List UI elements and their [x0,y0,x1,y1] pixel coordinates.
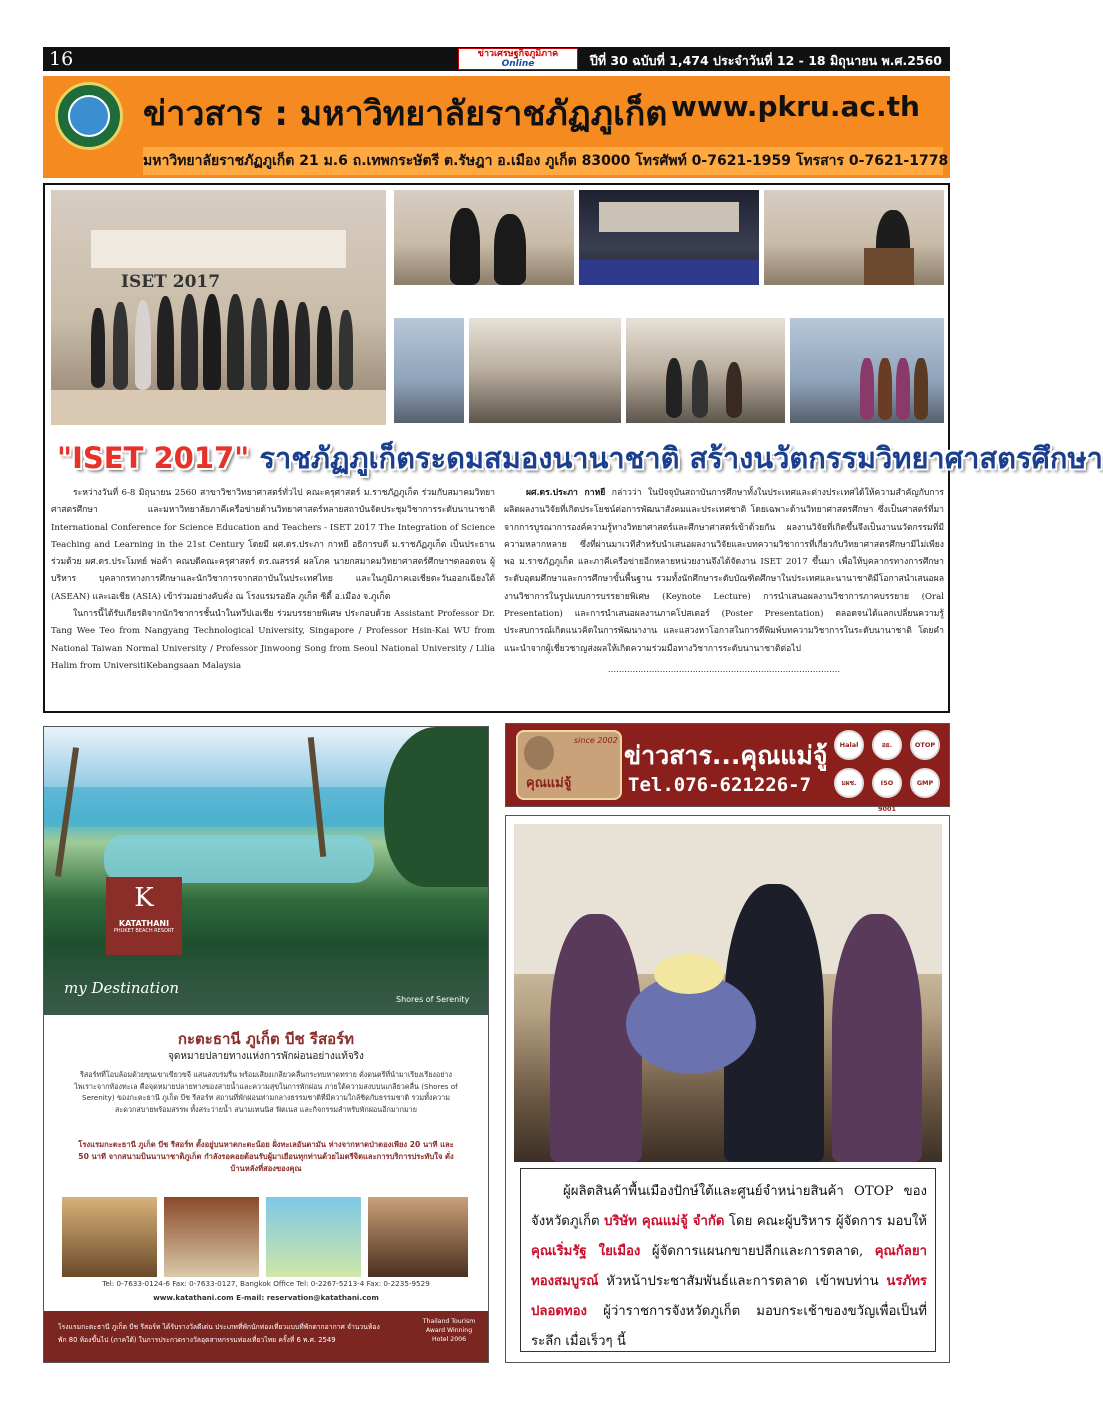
hotel-award-footer: โรงแรมกะตะธานี ภูเก็ต บีช รีสอร์ท ได้รับรางวัลดีเด่น ประเภทที่พักนักท่องเที่ยวแบบที่พักตากอากาศ จำนวนห้องพัก 80 ห้องขึ้นไป (ภาคใต้) ในการประกวดรางวัลอุตสาหกรรมท่องเที่ยวไทย ครั้งที่ 6 พ.ศ. 2549 Thailand Tourism Award Winning Hotel 2006 [44,1311,488,1362]
kmj-caption-box [520,1168,936,1352]
photo-3 [579,190,759,285]
gmp-badge-icon: GMP [910,768,940,798]
left-paragraph-1: ระหว่างวันที่ 6-8 มิถุนายน 2560 สาขาวิชาวิทยาศาสตร์ทั่วไป คณะครุศาสตร์ ม.ราชภัฏภูเก็ต ร่วมกับสมาคมวิทยาศาสตรศึกษา และมหาวิทยาลัยภาคีเครือข่ายด้านวิทยาศาสตร์หลายสถาบันจัดประชุมวิชาการระดับนานาชาติ International Conference for Science Education and Teachers - ISET 2017 The Integration of Science Teaching and Learning in the 21st Century โดยมี ผศ.ดร.ประภา กาหยี อธิการบดี ม.ราชภัฏภูเก็ต เป็นประธาน ร่วมด้วย ผศ.ดร.ประโมทย์ พ่อค้า คณบดีคณะครุศาสตร์ ดร.ณสรรค์ ผลโภค นายกสมาคมวิทยาศาสตร์ศึกษาฯตลอดจน ผู้บริหาร บุคลากรทางการศึกษาและนักวิชาการจากสถาบันในประเทศไทย และในภูมิภาคเอเชียตะวันออกเฉียงใต้ (ASEAN) และเอเชีย (ASIA) เข้าร่วมอย่างคับคั่ง ณ โรงแรมรอยัล ภูเก็ต ซิตี้ อ.เมือง จ.ภูเก็ต [51,488,495,602]
photo-2 [394,190,574,285]
hotel-thumb-1 [62,1197,157,1277]
ad-script-text: my Destination [64,979,180,997]
issue-info: ปีที่ 30 ฉบับที่ 1,474 ประจำวันที่ 12 - 18 มิถุนายน พ.ศ.2560 [589,53,942,68]
university-emblem-icon [55,82,123,150]
header-title: ข่าวสาร : มหาวิทยาลัยราชภัฏภูเก็ต [143,94,668,134]
header-address: มหาวิทยาลัยราชภัฏภูเก็ต 21 ม.6 ถ.เทพกระษัตรี ต.รัษฎา อ.เมือง ภูเก็ต 83000 โทรศัพท์ 0-7621-1959 โทรสาร 0-7621-1778 [143,153,949,169]
kmj-banner [505,723,950,813]
article-end-dots: ..................................................................................... [607,664,841,675]
halal-badge-icon: Halal [834,730,864,760]
university-header [43,76,950,178]
hotel-thumb-4 [368,1197,468,1277]
photo-8 [790,318,944,423]
otop-badge-icon: OTOP [910,730,940,760]
right-paragraph-speaker: ผศ.ดร.ประภา กาหยี [526,488,606,498]
top-bar [43,47,950,71]
katathani-ad [43,726,489,1363]
page-number: 16 [49,48,74,70]
hotel-thumb-3 [266,1197,361,1277]
hotel-tagline: จุดหมายปลายทางแห่งการพักผ่อนอย่างแท้จริง [168,1051,364,1062]
hotel-web[interactable]: www.katathani.com E-mail: reservation@katathani.com [153,1293,379,1302]
community-standard-badge-icon: มผช. [834,768,864,798]
left-paragraph-2: ในการนี้ได้รับเกียรติจากนักวิชาการชั้นนำในทวีปเอเชีย ร่วมบรรยายพิเศษ ประกอบด้วย Assistant Professor Dr. Tang Wee Teo from Nangyang Technological University, Singapore / Professor Hsin-Kai WU from National Taiwan Normal University / Professor Jinwoong Song from Seoul National University / Lilia Halim from UniversitiKebangsaan Malaysia [51,609,495,671]
photo-4 [764,190,944,285]
hotel-contact: Tel: 0-7633-0124-6 Fax: 0-7633-0127, Bangkok Office Tel: 0-2267-5213-4 Fax: 0-2235-9529 [102,1279,430,1288]
newspaper-logo: ข่าวเศรษฐกิจภูมิภาค Online [458,48,578,70]
kmj-title: ข่าวสาร...คุณแม่จู้ [624,741,828,770]
kmj-news [505,815,950,1363]
kmj-logo: since 2002 คุณแม่จู้ [516,730,622,800]
article-headline: "ISET 2017" ราชภัฏภูเก็ตระดมสมองนานาชาติ สร้างนวัตกรรมวิทยาศาสตรศึกษา [57,441,1103,475]
header-address-band [143,147,949,175]
iset-article [43,183,1103,713]
photo-6 [469,318,621,423]
hotel-thumb-2 [164,1197,259,1277]
gift-basket-photo [514,824,942,1162]
kmj-caption: ผู้ผลิตสินค้าพื้นเมืองปักษ์ใต้และศูนย์จำหน่ายสินค้า OTOP ของจังหวัดภูเก็ต บริษัท คุณแม่จู้ จำกัด โดย คณะผู้บริหาร ผู้จัดการ มอบให้ คุณเริ่มรัฐ ใยเมือง ผู้จัดการแผนกขายปลีกและการตลาด, คุณกัลยา ทองสมบูรณ์ หัวหน้าประชาสัมพันธ์และการตลาด เข้าพบท่าน นรภัทร ปลอดทอง ผู้ว่าราชการจังหวัดภูเก็ต มอบกระเช้าของขวัญเพื่อเป็นที่ระลึก เมื่อเร็วๆ นี้ [531,1184,927,1349]
photo-7 [626,318,785,423]
right-paragraph-1: กล่าวว่า ในปัจจุบันสถาบันการศึกษาทั้งในประเทศและต่างประเทศได้ให้ความสำคัญกับการผลิตผลงานวิจัยที่เกิดประโยชน์ต่อการพัฒนาสังคมและประเทศชาติ โดยเฉพาะด้านวิทยาศาสตรศึกษา ซึ่งเป็นศาสตร์ที่มาจากการบูรณาการองค์ความรู้ทางวิทยาศาสตร์และศึกษาศาสตร์เข้าด้วยกัน ผลงานวิจัยที่เกิดขึ้นจึงเป็นงานนวัตกรรมที่มีความหลากหลาย ซึ่งที่ผ่านมาเวทีสำหรับนำเสนอผลงานวิจัยและบทความวิชาการที่เกี่ยวกับวิทยาศาสตรศึกษามีไม่เพียงพอ ม.ราชภัฏภูเก็ต และภาคีเครือข่ายอีกหลายหน่วยงานจึงได้จัดงาน ISET 2017 ขึ้นมา เพื่อให้บุคลากรทางการศึกษาระดับอุดมศึกษาและการศึกษาขั้นพื้นฐาน รวมทั้งนักศึกษาระดับบัณฑิตศึกษาในประเทศและนานาชาติมีโอกาสนำเสนอผลงานวิชาการในรูปแบบการบรรยายพิเศษ (Keynote Lecture) การนำเสนอผลงานวิชาการภาคบรรยาย (Oral Presentation) และการนำเสนอผลงานภาคโปสเตอร์ (Poster Presentation) ตลอดจนได้แลกเปลี่ยนความรู้ ประสบการณ์เกิดแนวคิดในการพัฒนางาน และแสวงหาโอกาสในการตีพิมพ์บทความวิชาการในระดับนานาชาติ โดยคำแนะนำจากผู้เชี่ยวชาญส่งผลให้เกิดความร่วมมือทางวิชาการระดับนานาชาติต่อไป [504,488,944,654]
kmj-tel: Tel.076-621226-7 [628,774,812,796]
hotel-description: รีสอร์ทที่โอบล้อมด้วยขุนเขาเขียวขจี แสนสงบร่มรื่น พร้อมเสียงเกลียวคลื่นกระทบหาดทราย ดั่งดนตรีที่นำมาเรียงเรียงอย่างไพเราะจากท้องทะเล คือจุดหมายปลายทางของสายน้ำและความสุขในการพักผ่อน ภายใต้ความสงบบนเกลียวคลื่น (Shores of Serenity) ของกะตะธานี ภูเก็ต บีช รีสอร์ท สถานที่พักผ่อนท่ามกลางธรรมชาติที่มีความใกล้ชิดกับธรรมชาติ รวมทั้งความสะดวกสบายพร้อมสรรพ ทั้งสระว่ายน้ำ สนามเทนนิส ฟิตเนส และกิจกรรมสำหรับพักผ่อนอีกมากมาย [74,1070,458,1114]
article-right-column [504,485,944,679]
article-left-column [51,485,495,675]
resort-photo [44,727,488,1015]
fda-badge-icon: อย. [872,730,902,760]
hotel-location: โรงแรมกะตะธานี ภูเก็ต บีช รีสอร์ท ตั้งอยู่บนหาดกะตะน้อย ฝั่งทะเลอันดามัน ห่างจากหาดป่าตองเพียง 20 นาที และ 50 นาที จากสนามบินนานาชาติภูเก็ต กำลังรอคอยต้อนรับผู้มาเยือนทุกท่านด้วยไมตรีจิตและการบริการประทับใจ ดั่งบ้านหลังที่สองของคุณ [78,1140,454,1173]
iso-badge-icon: ISO 9001 [872,768,902,798]
group-photo: ISET 2017 [51,190,386,425]
header-url[interactable]: www.pkru.ac.th [671,90,920,123]
award-logo: Thailand Tourism Award Winning Hotel 2006 [422,1318,476,1343]
photo-5 [394,318,464,423]
katathani-logo: K KATATHANI PHUKET BEACH RESORT [106,877,182,955]
hotel-name: กะตะธานี ภูเก็ต บีช รีสอร์ท [177,1030,355,1048]
ad-shores-text: Shores of Serenity [396,995,470,1004]
